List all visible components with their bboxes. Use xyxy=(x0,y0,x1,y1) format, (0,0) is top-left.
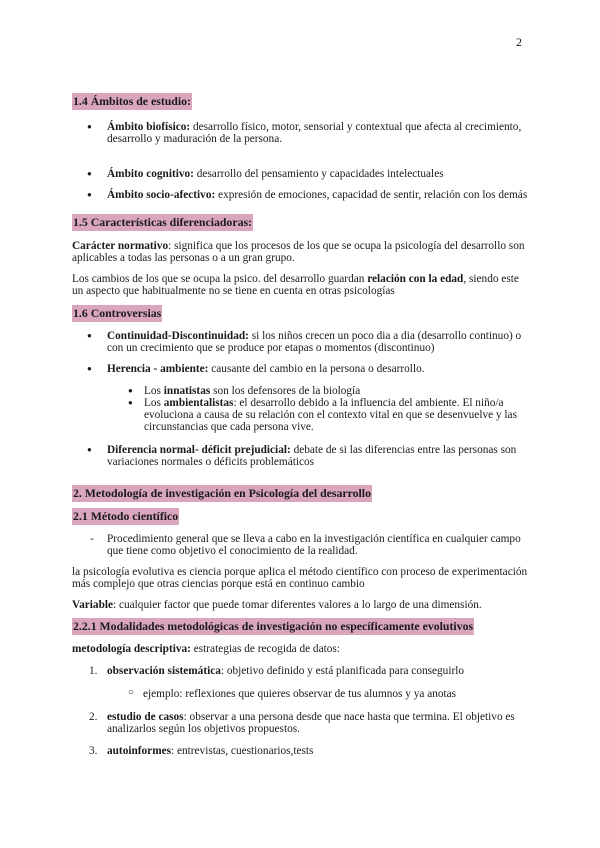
term-metodologia-descriptiva: metodología descriptiva: xyxy=(72,643,191,655)
term-diferencia: Diferencia normal- déficit prejudicial: xyxy=(107,444,291,456)
term-innatistas: innatistas xyxy=(163,385,211,397)
heading-2-2-1-text: 2.2.1 Modalidades metodológicas de investigación no específicamente evolutivos xyxy=(73,619,474,633)
text-estudio-casos: : observar a una persona desde que nace hasta que termina. El objetivo es analizarlos según los objetivos propuestos. xyxy=(107,711,515,735)
numbered-item-observacion xyxy=(72,665,530,677)
text-innatistas: son los defensores de la biología xyxy=(210,385,361,397)
list-item-diferencia xyxy=(72,444,530,468)
sub-item-ejemplo: ○ ejemplo: reflexiones que quieres observar de tus alumnos y ya anotas xyxy=(72,688,530,700)
paragraph-relacion-edad xyxy=(72,273,530,297)
heading-1-5-text: 1.5 Características diferenciadoras: xyxy=(73,215,252,229)
term-variable: Variable xyxy=(72,599,114,611)
heading-1-6-text: 1.6 Controversias xyxy=(73,306,162,320)
term-ambientalistas: ambientalistas xyxy=(163,397,234,409)
text-innatistas-pre: Los xyxy=(144,385,164,397)
text-metodologia-descriptiva: estrategias de recogida de datos: xyxy=(190,643,340,655)
numbered-item-estudio-casos xyxy=(72,711,530,735)
heading-2-text: 2. Metodología de investigación en Psicología del desarrollo xyxy=(73,486,371,500)
number-2: 2. xyxy=(89,711,98,723)
term-continuidad: Continuidad-Discontinuidad: xyxy=(107,330,249,342)
heading-1-4-text: 1.4 Ámbitos de estudio: xyxy=(73,94,191,108)
text-herencia: causante del cambio en la persona o desarrollo. xyxy=(208,363,425,375)
text-continuidad: si los niños crecen un poco dia a dia (desarrollo continuo) o con un crecimiento que se produce por etapas o momentos (discontinuo) xyxy=(107,330,522,354)
text-observacion: : objetivo definido y está planificada para conseguirlo xyxy=(220,665,465,677)
document-body xyxy=(72,95,530,757)
text-diferencia: debate de si las diferencias entre las personas son variaciones normales o déficits problemáticos xyxy=(107,444,517,468)
paragraph-psicologia-evolutiva: la psicología evolutiva es ciencia porque aplica el método científico con proceso de experimentación más complejo que otras ciencias porque está en continuo cambio xyxy=(72,566,528,590)
term-cognitivo: Ámbito cognitivo: xyxy=(107,168,194,180)
term-estudio-casos: estudio de casos xyxy=(107,711,184,723)
paragraph-caracter-normativo xyxy=(72,240,530,264)
heading-2-2-1 xyxy=(72,620,530,632)
numbered-item-autoinformes xyxy=(72,745,530,757)
heading-1-5 xyxy=(72,216,530,228)
list-item-socioafectivo xyxy=(72,189,530,201)
heading-1-4 xyxy=(72,95,530,107)
sub-item-ambientalistas xyxy=(72,397,530,433)
text-cambios: Los cambios de los que se ocupa la psico. del desarrollo guardan xyxy=(72,273,368,285)
text-biofisico: desarrollo físico, motor, sensorial y contextual que afecta al crecimiento, desarrollo y maduración de la persona. xyxy=(107,121,522,145)
list-item-cognitivo xyxy=(72,168,530,180)
text-socioafectivo: expresión de emociones, capacidad de sentir, relación con los demás xyxy=(215,189,528,201)
page-number: 2 xyxy=(516,35,522,49)
heading-1-6 xyxy=(72,307,530,319)
term-herencia: Herencia - ambiente: xyxy=(107,363,209,375)
text-variable: : cualquier factor que puede tomar diferentes valores a lo largo de una dimensión. xyxy=(113,599,482,611)
number-3: 3. xyxy=(89,745,98,757)
paragraph-variable xyxy=(72,599,530,611)
text-ambientalistas: : el desarrollo debido a la influencia del ambiente. El niño/a evoluciona a causa de su relación con el contexto vital en que se desenvuelve y las circunstancias que cada persona vive. xyxy=(144,397,517,433)
text-cognitivo: desarrollo del pensamiento y capacidades intelectuales xyxy=(193,168,444,180)
list-item-biofisico xyxy=(72,121,530,145)
list-item-herencia xyxy=(72,363,530,375)
term-relacion-edad: relación con la edad xyxy=(367,273,464,285)
text-caracter-normativo: : significa que los procesos de los que se ocupa la psicología del desarrollo son aplicables a todas las personas o a un gran grupo. xyxy=(72,240,525,264)
heading-2-1 xyxy=(72,510,530,522)
term-observacion: observación sistemática xyxy=(107,665,221,677)
text-autoinformes: : entrevistas, cuestionarios,tests xyxy=(171,745,314,757)
term-socioafectivo: Ámbito socio-afectivo: xyxy=(107,189,216,201)
text-ambientalistas-pre: Los xyxy=(144,397,164,409)
heading-2 xyxy=(72,487,530,499)
list-item-continuidad xyxy=(72,330,530,354)
paragraph-metodologia-descriptiva xyxy=(72,643,530,655)
sub-item-innatistas xyxy=(72,385,530,397)
term-autoinformes: autoinformes xyxy=(107,745,172,757)
text-relacion-edad-tail: , siendo este un aspecto que habitualmente no se tiene en cuenta en otras psicologías xyxy=(72,273,519,297)
number-1: 1. xyxy=(89,665,98,677)
term-caracter-normativo: Carácter normativo xyxy=(72,240,169,252)
dash-item-procedimiento: - Procedimiento general que se lleva a cabo en la investigación científica en cualquier campo que tiene como objetivo el conocimiento de la realidad. xyxy=(72,533,530,557)
term-biofisico: Ámbito biofísico: xyxy=(107,121,191,133)
heading-2-1-text: 2.1 Método científico xyxy=(73,509,179,523)
